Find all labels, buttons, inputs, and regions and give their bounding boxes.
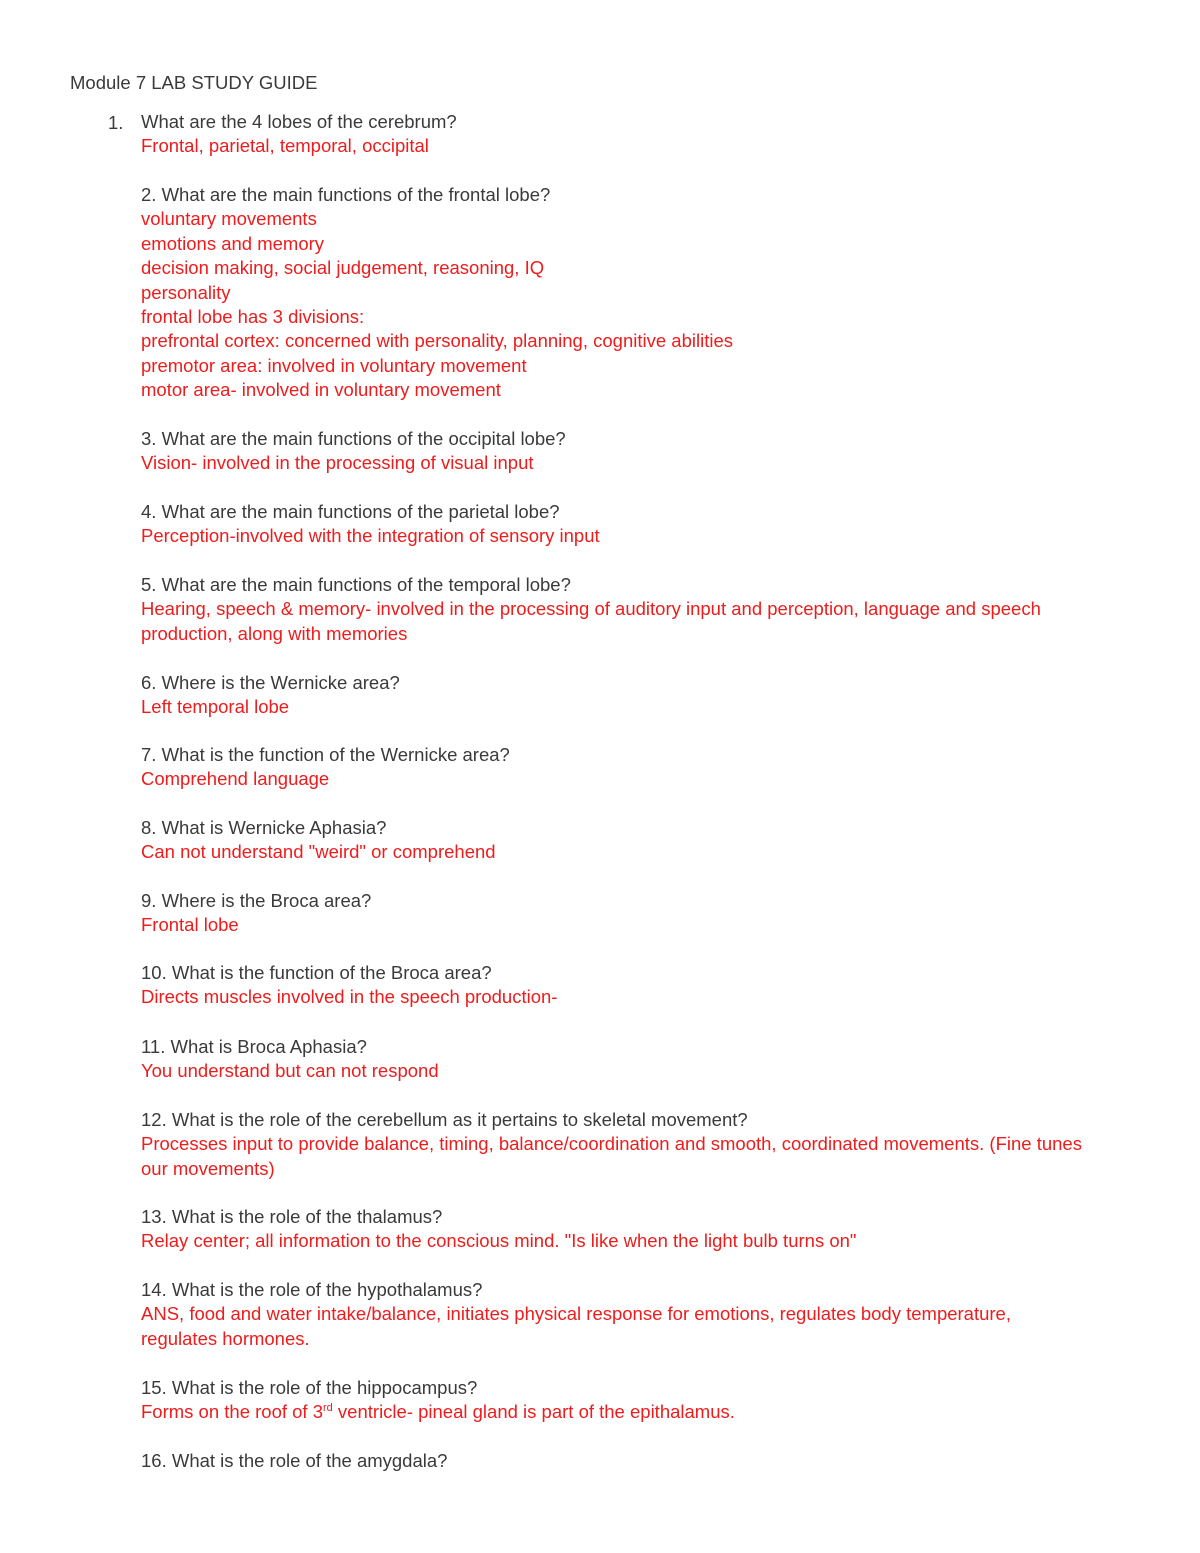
question-block-16 [141,1449,1141,1473]
question-block-13 [141,1205,1141,1254]
question-4: 4. What are the main functions of the parietal lobe? [141,501,560,522]
question-block-12 [141,1108,1141,1181]
question-block-8 [141,816,1141,865]
question-13: 13. What is the role of the thalamus? [141,1206,443,1227]
answer-2-line-5: frontal lobe has 3 divisions: [141,306,365,328]
answer-14: ANS, food and water intake/balance, initiates physical response for emotions, regulates body temperature, regulates hormones. [141,1303,1011,1349]
question-block-14 [141,1278,1141,1351]
answer-15-superscript: rd [323,1402,333,1415]
answer-3: Vision- involved in the processing of visual input [141,452,534,474]
question-block-4 [141,500,1141,549]
question-14: 14. What is the role of the hypothalamus? [141,1279,483,1300]
answer-11: You understand but can not respond [141,1060,439,1082]
question-12: 12. What is the role of the cerebellum as it pertains to skeletal movement? [141,1109,748,1130]
question-block-15 [141,1376,1141,1425]
answer-2-line-1: voluntary movements [141,208,317,230]
answer-10: Directs muscles involved in the speech production- [141,986,558,1008]
answer-1: Frontal, parietal, temporal, occipital [141,135,429,157]
question-5: 5. What are the main functions of the temporal lobe? [141,574,571,595]
question-3: 3. What are the main functions of the occipital lobe? [141,428,566,449]
answer-15 [141,1400,1141,1424]
answer-9: Frontal lobe [141,914,239,936]
question-block-10 [141,961,1141,1010]
question-2: 2. What are the main functions of the frontal lobe? [141,184,551,205]
question-15: 15. What is the role of the hippocampus? [141,1377,478,1398]
answer-13: Relay center; all information to the conscious mind. "Is like when the light bulb turns on" [141,1230,857,1252]
answer-2-line-2: emotions and memory [141,232,325,254]
answer-2-line-4: personality [141,281,231,303]
answer-2-line-7: premotor area: involved in voluntary movement [141,354,527,376]
answer-2-line-8: motor area- involved in voluntary movement [141,379,501,401]
question-11: 11. What is Broca Aphasia? [141,1036,367,1057]
question-6: 6. Where is the Wernicke area? [141,672,400,693]
answer-15-text-after: ventricle- pineal gland is part of the epithalamus. [332,1401,735,1423]
answer-2-line-3: decision making, social judgement, reasoning, IQ [141,257,545,279]
answer-5: Hearing, speech & memory- involved in the processing of auditory input and perception, language and speech production, along with memories [141,598,1041,644]
question-block-5 [141,573,1141,646]
answer-8: Can not understand "weird" or comprehend [141,841,496,863]
answer-12: Processes input to provide balance, timing, balance/coordination and smooth, coordinated movements. (Fine tunes our movements) [141,1133,1082,1179]
answer-2-line-6: prefrontal cortex: concerned with personality, planning, cognitive abilities [141,330,733,352]
answer-6: Left temporal lobe [141,696,290,718]
question-block-1 [141,110,1141,159]
question-10: 10. What is the function of the Broca area? [141,962,492,983]
document-title: Module 7 LAB STUDY GUIDE [70,72,318,93]
question-16: 16. What is the role of the amygdala? [141,1450,448,1471]
answer-15-text-before: Forms on the roof of 3 [141,1401,324,1423]
question-block-9 [141,889,1141,938]
question-8: 8. What is Wernicke Aphasia? [141,817,387,838]
question-block-6 [141,671,1141,720]
answer-7: Comprehend language [141,768,330,790]
answer-4: Perception-involved with the integration of sensory input [141,525,600,547]
question-block-11 [141,1035,1141,1084]
question-7: 7. What is the function of the Wernicke area? [141,744,510,765]
question-block-3 [141,427,1141,476]
question-block-7 [141,743,1141,792]
question-1: What are the 4 lobes of the cerebrum? [141,111,457,132]
question-block-2 [141,183,1141,403]
question-9: 9. Where is the Broca area? [141,890,372,911]
question-1-number: 1. [108,112,124,133]
